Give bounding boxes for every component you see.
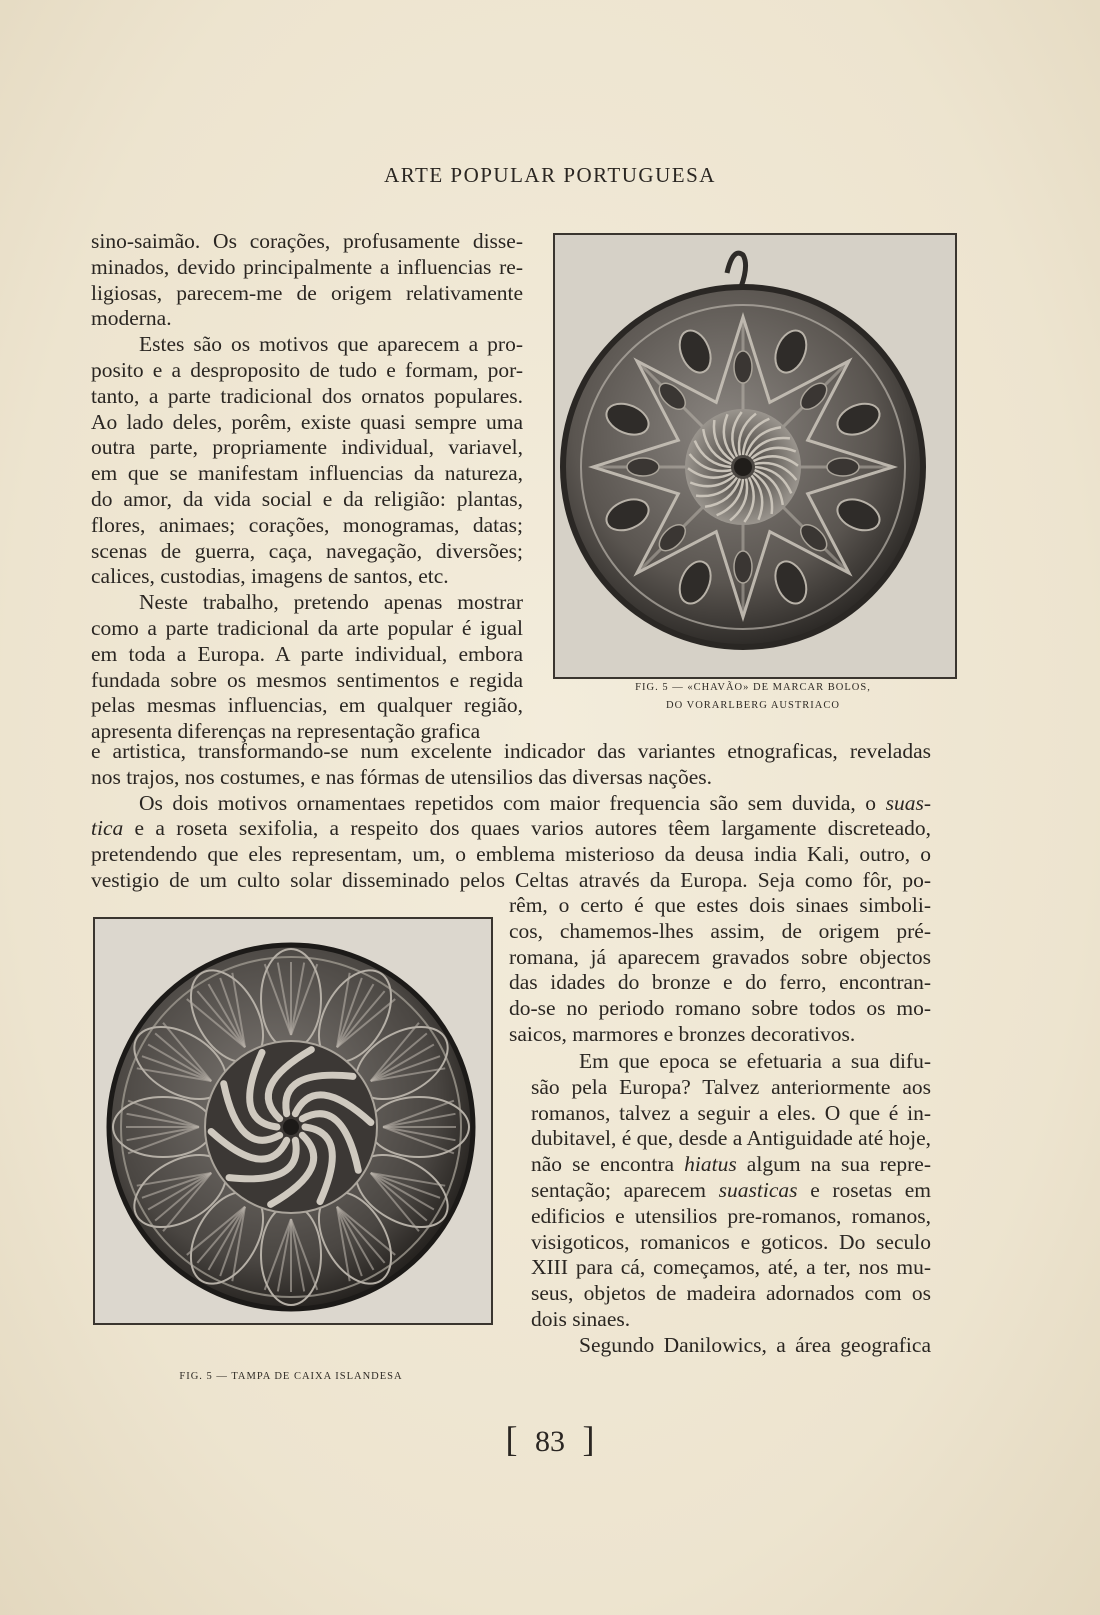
text-line: e artistica, transformando-se num excelente indicador das variantes etnograficas, reveladas [91,739,931,763]
italic-term: suas- [885,790,931,815]
text-line: seus, objetos de madeira adornados com os [531,1281,931,1306]
text-line: Em que epoca se efetuaria a sua difu- [579,1049,931,1073]
caption-bottom-line: FIG. 5 — TAMPA DE CAIXA ISLANDESA [179,1371,403,1382]
figure-chavao-vorarlberg [553,233,957,679]
italic-term: tica [91,816,124,841]
text-line: fundada sobre os mesmos sentimentos e regida [91,667,523,692]
text-line: calices, custodias, imagens de santos, etc. [91,564,449,589]
text-line: cos, chamemos-lhes assim, de origem pré- [509,918,931,943]
text-block-full-width [91,739,931,894]
text-block-left-column [91,229,523,745]
text-line: são pela Europa? Talvez anteriormente aos [531,1074,931,1099]
text-line: Estes são os motivos que aparecem a pro- [139,332,523,357]
text-line: nos trajos, nos costumes, e nas fórmas de utensilios das diversas nações. [91,764,712,789]
text-line: sino-saimão. Os corações, profusamente disse- [91,229,523,253]
text-line: do-se no periodo romano sobre todos os mo- [509,996,931,1021]
text-line: scenas de guerra, caça, navegação, diversões; [91,538,523,563]
text-line: pelas mesmas influencias, em qualquer região, [91,693,523,718]
box-lid-image [95,919,491,1323]
text-line: romana, já aparecem gravados sobre objectos [509,944,931,969]
folio-open-bracket: [ [505,1419,518,1459]
text-line: Neste trabalho, pretendo apenas mostrar [139,590,523,615]
text-line: em que se manifestam influencias da natureza, [91,461,523,486]
text-line: apresenta diferenças na representação grafica [91,719,481,744]
folio-close-bracket: ] [582,1419,595,1459]
text-line: minados, devido principalmente a influencias re- [91,254,523,279]
text-line: Ao lado deles, porêm, existe quasi sempre uma [91,409,523,434]
chavao-stamp-image [555,235,955,677]
text-line: tanto, a parte tradicional dos ornatos populares. [91,383,523,408]
text-line: XIII para cá, começamos, até, a ter, nos mu- [531,1255,931,1280]
text-block-right-column-b [531,1049,931,1359]
text-line: não se encontra hiatus algum na sua repre- [531,1152,931,1177]
text-line: saicos, marmores e bronzes decorativos. [509,1021,856,1046]
caption-top-line-2: DO VORARLBERG AUSTRIACO [666,700,840,711]
text-line: posito e a desproposito de tudo e formam, por- [91,357,523,382]
italic-term: hiatus [684,1152,737,1177]
caption-top-figure [553,679,953,715]
text-line: outra parte, propriamente individual, variavel, [91,435,523,460]
text-line: visigoticos, romanicos e goticos. Do seculo [531,1229,931,1254]
running-head: ARTE POPULAR PORTUGUESA [384,163,716,187]
text-line: dois sinaes. [531,1306,631,1331]
text-line: moderna. [91,306,172,331]
text-line: Segundo Danilowics, a área geografica [579,1332,931,1357]
text-line: vestigio de um culto solar disseminado pelos Celtas através da Europa. Seja como fôr, po- [91,867,931,892]
text-line: edificios e utensilios pre-romanos, romanos, [531,1203,931,1228]
text-line: do amor, da vida social e da religião: plantas, [91,486,523,511]
italic-term: suasticas [718,1177,798,1202]
figure-tampa-islandesa [93,917,493,1325]
page-number [0,1418,1100,1460]
folio-number: 83 [535,1425,565,1458]
text-line: em toda a Europa. A parte individual, embora [91,641,523,666]
text-line: flores, animaes; corações, monogramas, datas; [91,512,523,537]
text-line: como a parte tradicional da arte popular é igual [91,615,523,640]
text-line: Os dois motivos ornamentaes repetidos com maior frequencia são sem duvida, o suas- [139,790,931,815]
text-line: das idades do bronze e do ferro, encontran- [509,970,931,995]
text-line: romanos, talvez a seguir a eles. O que é in- [531,1100,931,1125]
caption-top-line-1: FIG. 5 — «CHAVÃO» DE MARCAR BOLOS, [635,682,871,693]
text-block-right-column-a [509,893,931,1048]
text-line: tica e a roseta sexifolia, a respeito dos quaes varios autores têem largamente discreteado, [91,816,932,841]
text-line: dubitavel, é que, desde a Antiguidade até hoje, [531,1126,932,1151]
text-line: rêm, o certo é que estes dois sinaes simboli- [509,893,931,917]
text-line: ligiosas, parecem-me de origem relativamente [91,280,523,305]
caption-bottom-figure [93,1368,489,1386]
text-line: sentação; aparecem suasticas e rosetas em [531,1177,932,1202]
text-line: pretendendo que eles representam, um, o emblema misterioso da deusa india Kali, outro, o [91,842,931,867]
